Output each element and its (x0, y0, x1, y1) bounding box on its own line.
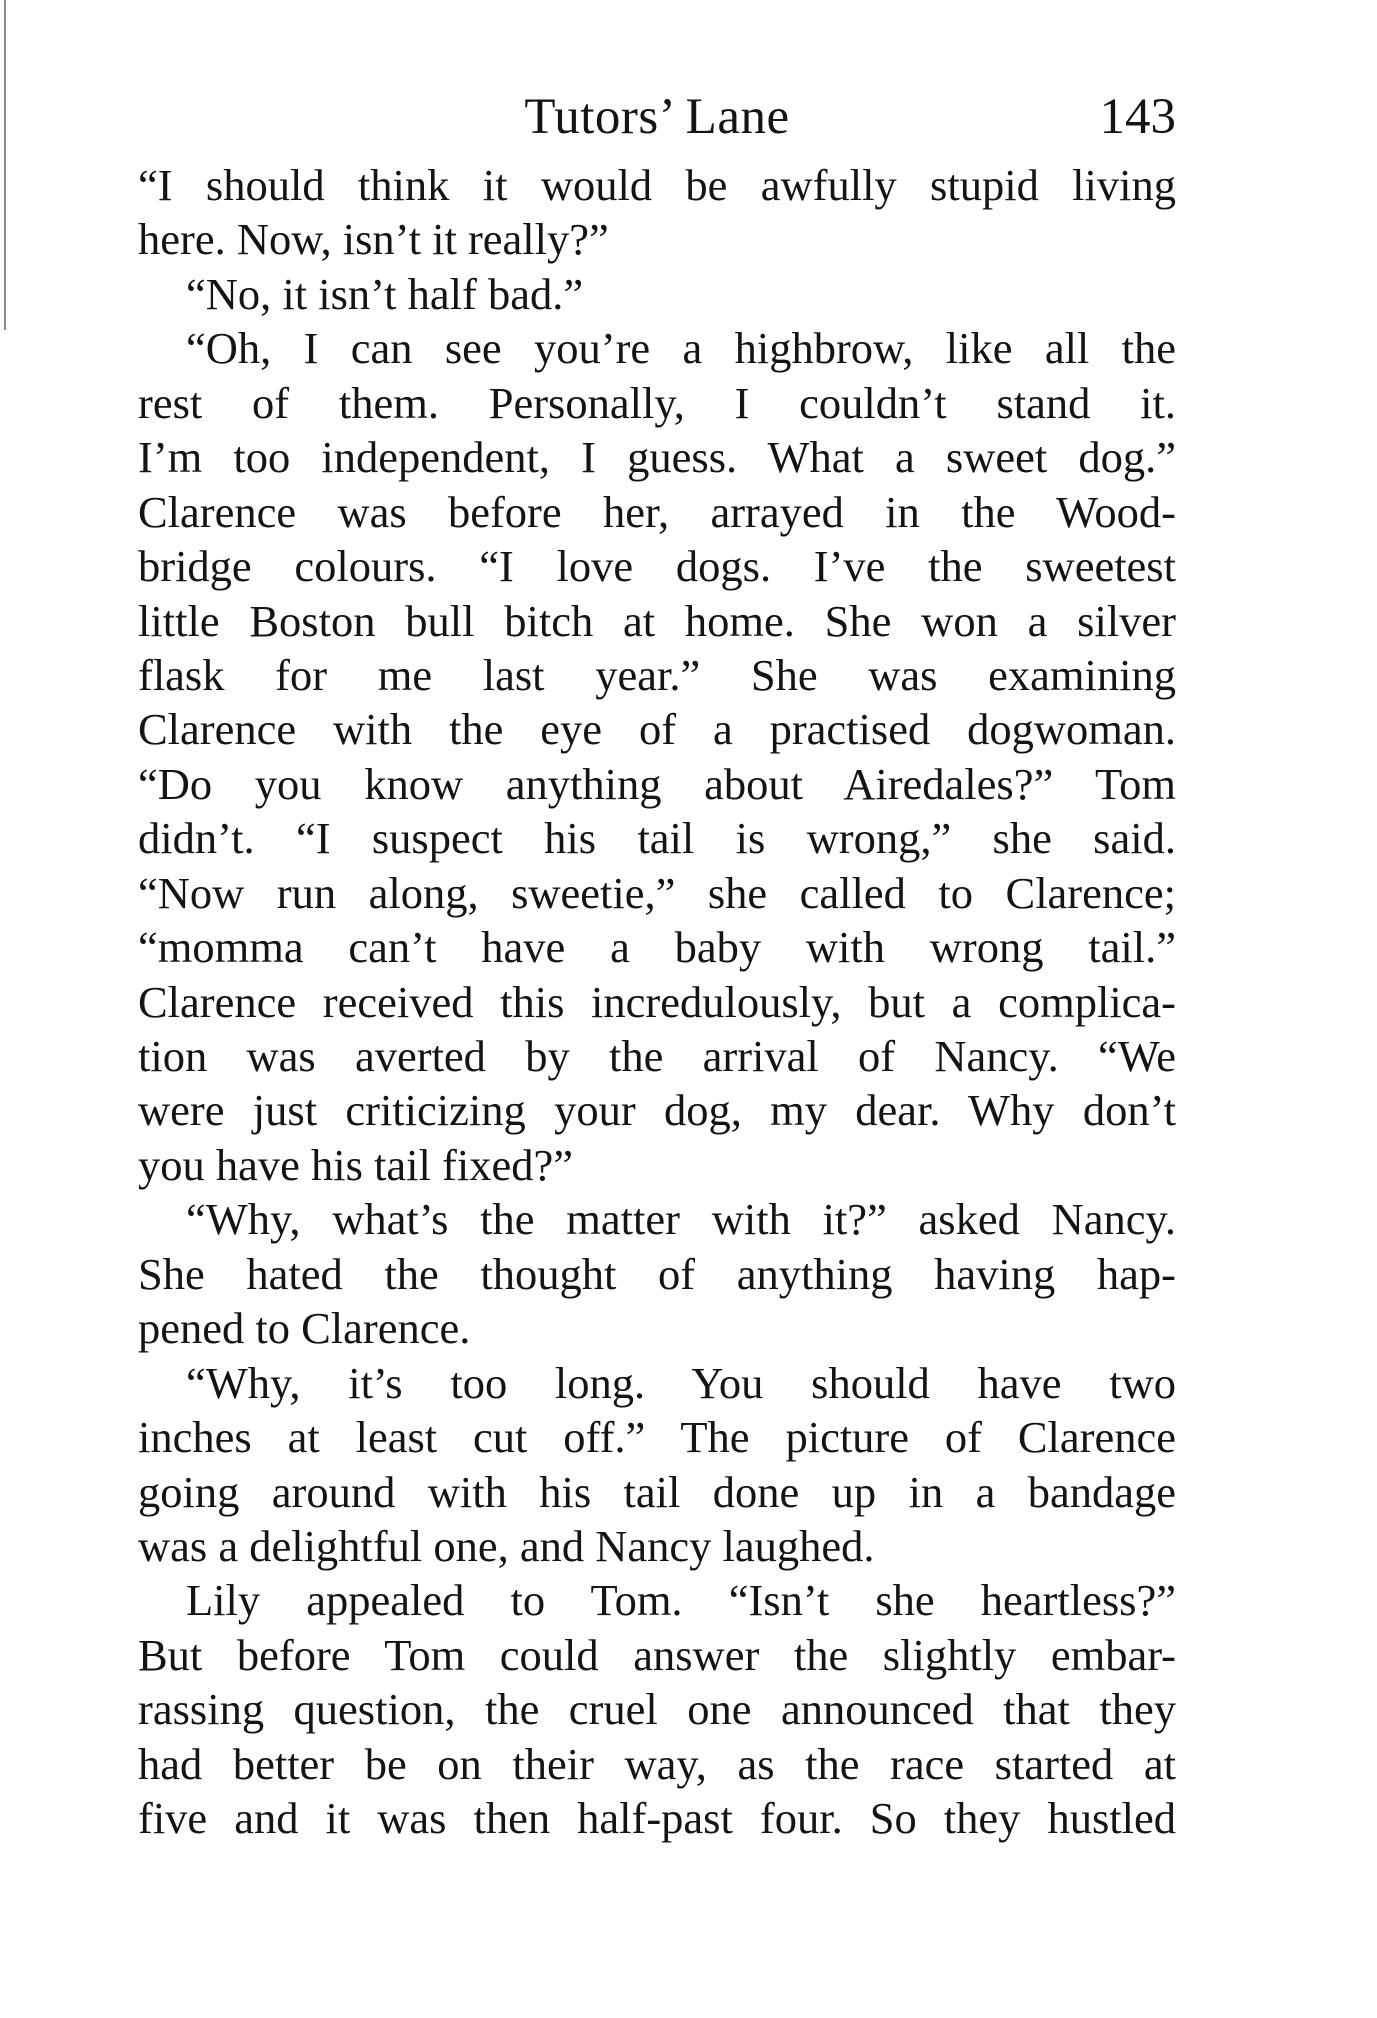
text-line: “Why, what’s the matter with it?” asked Nancy. (186, 1194, 1176, 1245)
text-line: bridge colours. “I love dogs. I’ve the sweetest (138, 541, 1176, 592)
text-line: was a delightful one, and Nancy laughed. (138, 1520, 875, 1571)
text-line: had better be on their way, as the race started at (138, 1738, 1176, 1789)
text-line: “No, it isn’t half bad.” (186, 268, 584, 319)
text-line: rest of them. Personally, I couldn’t stand it. (138, 377, 1176, 428)
body-text (138, 158, 1176, 1846)
text-line: five and it was then half-past four. So they hustled (138, 1793, 1176, 1844)
text-line: Lily appealed to Tom. “Isn’t she heartless?” (186, 1575, 1176, 1626)
text-line: She hated the thought of anything having hap- (138, 1248, 1176, 1299)
text-line: Clarence with the eye of a practised dogwoman. (138, 704, 1176, 755)
page-edge-rule (4, 0, 6, 330)
text-line: were just criticizing your dog, my dear. Why don’t (138, 1085, 1176, 1136)
text-line: going around with his tail done up in a bandage (138, 1466, 1176, 1517)
text-line: you have his tail fixed?” (138, 1139, 573, 1190)
text-line: “momma can’t have a baby with wrong tail.” (138, 922, 1176, 973)
text-line: didn’t. “I suspect his tail is wrong,” she said. (138, 813, 1176, 864)
text-line: But before Tom could answer the slightly embar- (138, 1629, 1176, 1680)
text-line: “Do you know anything about Airedales?” Tom (138, 758, 1176, 809)
text-line: “Why, it’s too long. You should have two (186, 1357, 1176, 1408)
text-line: here. Now, isn’t it really?” (138, 214, 609, 265)
text-line: little Boston bull bitch at home. She won a silver (138, 595, 1176, 646)
text-line: “I should think it would be awfully stupid living (138, 160, 1176, 210)
text-line: “Oh, I can see you’re a highbrow, like all the (186, 323, 1176, 374)
text-line: rassing question, the cruel one announced that they (138, 1684, 1176, 1735)
text-line: Clarence was before her, arrayed in the Wood- (138, 486, 1176, 537)
text-line: tion was averted by the arrival of Nancy. “We (138, 1031, 1176, 1081)
running-head: Tutors’ Lane (524, 89, 790, 145)
text-line: “Now run along, sweetie,” she called to Clarence; (138, 867, 1176, 918)
text-line: Clarence received this incredulously, but a complica- (138, 976, 1176, 1027)
page-header (138, 82, 1176, 152)
text-line: flask for me last year.” She was examining (138, 649, 1176, 700)
text-line: pened to Clarence. (138, 1303, 471, 1354)
page-number: 143 (1099, 89, 1176, 145)
text-line: I’m too independent, I guess. What a sweet dog.” (138, 432, 1176, 483)
text-line: inches at least cut off.” The picture of Clarence (138, 1412, 1176, 1463)
